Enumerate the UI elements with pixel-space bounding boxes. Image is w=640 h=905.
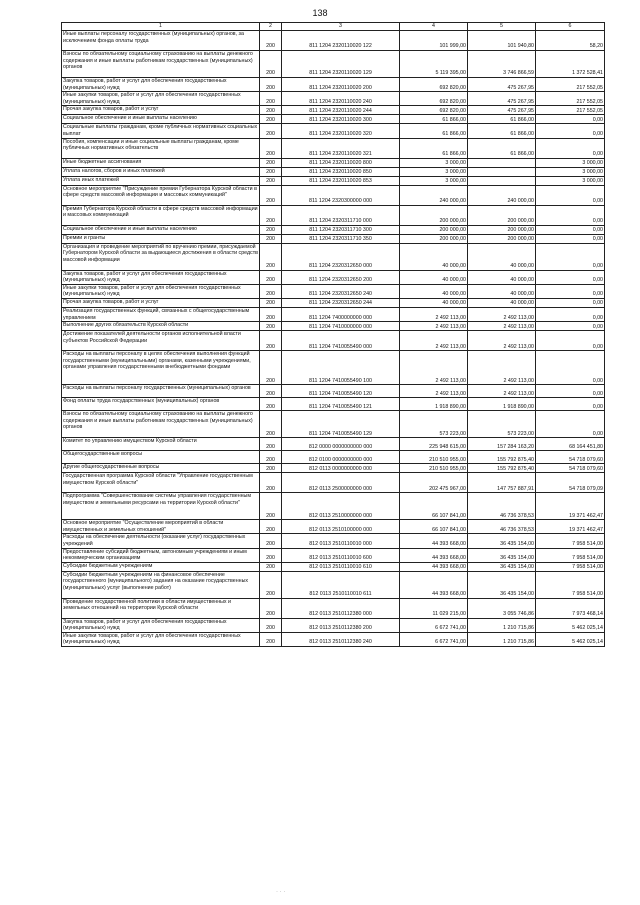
row-executed-cell: 155 792 875,40 <box>468 451 536 464</box>
row-approved-cell: 692 820,00 <box>400 92 468 106</box>
row-name-cell: Социальное обеспечение и иные выплаты населению <box>62 115 260 124</box>
row-budget-code-cell: 811 1204 7410055490 129 <box>282 411 400 438</box>
row-executed-cell: 2 492 113,00 <box>468 307 536 321</box>
row-executed-cell: 573 223,00 <box>468 411 536 438</box>
row-remaining-cell: 7 958 514,00 <box>536 562 605 571</box>
table-row <box>62 124 605 138</box>
row-line-code-cell: 200 <box>260 331 282 351</box>
row-name-cell: Закупка товаров, работ и услуг для обеспечения государственных (муниципальных) нужд <box>62 618 260 632</box>
row-name-cell: Выполнение других обязательств Курской области <box>62 322 260 331</box>
row-executed-cell: 2 492 113,00 <box>468 385 536 398</box>
row-approved-cell: 2 492 113,00 <box>400 351 468 385</box>
row-executed-cell: 61 866,00 <box>468 138 536 158</box>
row-line-code-cell: 200 <box>260 78 282 92</box>
row-budget-code-cell: 811 1204 2320110020 122 <box>282 31 400 51</box>
table-row <box>62 385 605 398</box>
row-budget-code-cell: 812 0100 0000000000 000 <box>282 451 400 464</box>
row-line-code-cell: 200 <box>260 167 282 176</box>
row-approved-cell: 66 107 841,00 <box>400 520 468 534</box>
row-budget-code-cell: 811 1204 2320110020 320 <box>282 124 400 138</box>
row-executed-cell: 147 757 887,91 <box>468 473 536 493</box>
row-remaining-cell: 5 462 025,14 <box>536 632 605 646</box>
table-row <box>62 185 605 205</box>
row-line-code-cell: 200 <box>260 176 282 185</box>
row-remaining-cell: 217 552,05 <box>536 106 605 115</box>
row-remaining-cell: 0,00 <box>536 398 605 411</box>
row-name-cell: Организация и проведение мероприятий по вручению премии, присуждаемой Губернатором Курской области за выдающиеся достижения в области средств массовой информации <box>62 243 260 270</box>
row-budget-code-cell: 812 0113 2510110010 610 <box>282 562 400 571</box>
row-line-code-cell: 200 <box>260 534 282 548</box>
row-remaining-cell: 7 958 514,00 <box>536 571 605 598</box>
row-line-code-cell: 200 <box>260 106 282 115</box>
page-number: 138 <box>312 8 328 18</box>
column-header: 6 <box>536 23 605 31</box>
row-budget-code-cell: 811 1204 2320110020 129 <box>282 51 400 78</box>
row-name-cell: Иные выплаты персоналу государственных (муниципальных) органов, за исключением фонда оплаты труда <box>62 31 260 51</box>
row-remaining-cell: 0,00 <box>536 115 605 124</box>
row-name-cell: Подпрограмма "Совершенствование системы управления государственным имуществом и земельными ресурсами на территории Курской области" <box>62 493 260 520</box>
table-row <box>62 520 605 534</box>
row-budget-code-cell: 811 1204 2320110020 321 <box>282 138 400 158</box>
row-budget-code-cell: 811 1204 2320311710 300 <box>282 225 400 234</box>
row-approved-cell: 202 475 967,00 <box>400 473 468 493</box>
row-executed-cell: 40 000,00 <box>468 243 536 270</box>
row-budget-code-cell: 811 1204 2320312650 200 <box>282 270 400 284</box>
row-name-cell: Закупка товаров, работ и услуг для обеспечения государственных (муниципальных) нужд <box>62 78 260 92</box>
row-approved-cell: 1 918 890,00 <box>400 398 468 411</box>
row-executed-cell <box>468 167 536 176</box>
column-header: 2 <box>260 23 282 31</box>
row-approved-cell: 692 820,00 <box>400 78 468 92</box>
row-remaining-cell: 0,00 <box>536 298 605 307</box>
row-budget-code-cell: 811 1204 7410055490 120 <box>282 385 400 398</box>
row-line-code-cell: 200 <box>260 225 282 234</box>
row-budget-code-cell: 812 0113 2510110010 000 <box>282 534 400 548</box>
row-name-cell: Реализация государственных функций, связанных с общегосударственным управлением <box>62 307 260 321</box>
table-row <box>62 473 605 493</box>
table-row <box>62 167 605 176</box>
row-budget-code-cell: 811 1204 2320300000 000 <box>282 185 400 205</box>
row-budget-code-cell: 811 1204 7410055490 000 <box>282 331 400 351</box>
row-budget-code-cell: 812 0113 2510112380 000 <box>282 598 400 618</box>
row-name-cell: Иные закупки товаров, работ и услуг для обеспечения государственных (муниципальных) нужд <box>62 632 260 646</box>
row-budget-code-cell: 811 1204 7410000000 000 <box>282 322 400 331</box>
row-line-code-cell: 200 <box>260 115 282 124</box>
row-budget-code-cell: 811 1204 7400000000 000 <box>282 307 400 321</box>
table-row <box>62 632 605 646</box>
table-row <box>62 138 605 158</box>
row-remaining-cell: 0,00 <box>536 185 605 205</box>
row-name-cell: Взносы по обязательному социальному страхованию на выплаты денежного содержания и иные выплаты работникам государственных (муниципальных) органов <box>62 411 260 438</box>
row-approved-cell: 210 510 955,00 <box>400 451 468 464</box>
row-approved-cell: 44 393 668,00 <box>400 534 468 548</box>
row-executed-cell: 475 267,95 <box>468 78 536 92</box>
table-header-row <box>62 23 605 31</box>
row-budget-code-cell: 812 0113 2510000000 000 <box>282 493 400 520</box>
row-name-cell: Иные закупки товаров, работ и услуг для обеспечения государственных (муниципальных) нужд <box>62 92 260 106</box>
row-approved-cell: 61 866,00 <box>400 124 468 138</box>
row-approved-cell: 692 820,00 <box>400 106 468 115</box>
row-line-code-cell: 200 <box>260 385 282 398</box>
table-row <box>62 205 605 225</box>
row-remaining-cell: 0,00 <box>536 270 605 284</box>
row-remaining-cell: 0,00 <box>536 225 605 234</box>
row-budget-code-cell: 811 1204 7410055490 100 <box>282 351 400 385</box>
row-name-cell: Общегосударственные вопросы <box>62 451 260 464</box>
table-row <box>62 106 605 115</box>
row-name-cell: Уплата налогов, сборов и иных платежей <box>62 167 260 176</box>
row-line-code-cell: 200 <box>260 632 282 646</box>
row-approved-cell: 3 000,00 <box>400 167 468 176</box>
table-row <box>62 78 605 92</box>
row-line-code-cell: 200 <box>260 51 282 78</box>
row-remaining-cell: 7 973 468,14 <box>536 598 605 618</box>
row-name-cell: Социальные выплаты гражданам, кроме публичных нормативных социальных выплат <box>62 124 260 138</box>
row-remaining-cell: 7 958 514,00 <box>536 534 605 548</box>
row-budget-code-cell: 812 0113 2510112380 200 <box>282 618 400 632</box>
row-remaining-cell: 58,20 <box>536 31 605 51</box>
row-name-cell: Прочая закупка товаров, работ и услуг <box>62 298 260 307</box>
row-approved-cell: 200 000,00 <box>400 205 468 225</box>
row-approved-cell: 11 029 215,00 <box>400 598 468 618</box>
row-executed-cell: 46 736 378,53 <box>468 520 536 534</box>
row-name-cell: Премия Губернатора Курской области в сфере средств массовой информации и массовых коммуникаций <box>62 205 260 225</box>
row-approved-cell: 5 119 395,00 <box>400 51 468 78</box>
budget-execution-table <box>61 22 605 647</box>
row-name-cell: Пособия, компенсации и иные социальные выплаты гражданам, кроме публичных нормативных обязательств <box>62 138 260 158</box>
row-name-cell: Расходы на выплаты персоналу государственных (муниципальных) органов <box>62 385 260 398</box>
row-line-code-cell: 200 <box>260 138 282 158</box>
row-name-cell: Премии и гранты <box>62 234 260 243</box>
row-executed-cell: 475 267,95 <box>468 106 536 115</box>
row-line-code-cell: 200 <box>260 598 282 618</box>
row-remaining-cell: 0,00 <box>536 205 605 225</box>
row-budget-code-cell: 812 0113 2510110010 611 <box>282 571 400 598</box>
row-budget-code-cell: 811 1204 2320110020 850 <box>282 167 400 176</box>
table-row <box>62 451 605 464</box>
table-row <box>62 243 605 270</box>
table-row <box>62 331 605 351</box>
row-budget-code-cell: 812 0113 2510110010 600 <box>282 548 400 562</box>
table-row <box>62 493 605 520</box>
row-approved-cell: 61 866,00 <box>400 138 468 158</box>
table-row <box>62 411 605 438</box>
row-budget-code-cell: 811 1204 2320110020 800 <box>282 158 400 167</box>
row-executed-cell: 40 000,00 <box>468 284 536 298</box>
row-remaining-cell: 0,00 <box>536 322 605 331</box>
row-executed-cell: 240 000,00 <box>468 185 536 205</box>
row-remaining-cell: 3 000,00 <box>536 176 605 185</box>
table-row <box>62 298 605 307</box>
row-executed-cell: 200 000,00 <box>468 225 536 234</box>
row-remaining-cell: 0,00 <box>536 351 605 385</box>
table-row <box>62 307 605 321</box>
row-remaining-cell: 217 552,05 <box>536 78 605 92</box>
row-remaining-cell: 54 718 079,60 <box>536 451 605 464</box>
row-name-cell: Иные закупки товаров, работ и услуг для обеспечения государственных (муниципальных) нужд <box>62 284 260 298</box>
row-approved-cell: 66 107 841,00 <box>400 493 468 520</box>
row-approved-cell: 40 000,00 <box>400 284 468 298</box>
table-row <box>62 398 605 411</box>
row-line-code-cell: 200 <box>260 398 282 411</box>
column-header: 1 <box>62 23 260 31</box>
row-remaining-cell: 1 372 528,41 <box>536 51 605 78</box>
row-name-cell: Расходы на выплаты персоналу в целях обеспечения выполнения функций государственными (муниципальными) органами, казенными учреждениями, органами управления государственными внебюджетными фондами <box>62 351 260 385</box>
table-row <box>62 351 605 385</box>
row-approved-cell: 44 393 668,00 <box>400 571 468 598</box>
row-budget-code-cell: 811 1204 2320110020 300 <box>282 115 400 124</box>
row-budget-code-cell: 811 1204 2320312650 240 <box>282 284 400 298</box>
row-line-code-cell: 200 <box>260 571 282 598</box>
row-budget-code-cell: 812 0113 2510112380 240 <box>282 632 400 646</box>
row-budget-code-cell: 811 1204 2320110020 853 <box>282 176 400 185</box>
row-executed-cell: 36 435 154,00 <box>468 548 536 562</box>
row-remaining-cell: 0,00 <box>536 138 605 158</box>
row-line-code-cell: 200 <box>260 322 282 331</box>
row-executed-cell: 157 284 163,20 <box>468 438 536 451</box>
row-budget-code-cell: 811 1204 2320110020 240 <box>282 92 400 106</box>
row-approved-cell: 101 999,00 <box>400 31 468 51</box>
table-row <box>62 322 605 331</box>
row-line-code-cell: 200 <box>260 548 282 562</box>
table-row <box>62 31 605 51</box>
row-executed-cell: 155 792 875,40 <box>468 464 536 473</box>
row-name-cell: Основное мероприятие "Присуждение премии Губернатора Курской области в сфере средств массовой информации и массовых коммуникаций" <box>62 185 260 205</box>
row-executed-cell <box>468 158 536 167</box>
table-row <box>62 438 605 451</box>
row-remaining-cell: 7 958 514,00 <box>536 548 605 562</box>
table-row <box>62 92 605 106</box>
row-line-code-cell: 200 <box>260 298 282 307</box>
row-line-code-cell: 200 <box>260 205 282 225</box>
row-remaining-cell: 0,00 <box>536 243 605 270</box>
row-remaining-cell: 5 462 025,14 <box>536 618 605 632</box>
row-approved-cell: 6 672 741,00 <box>400 618 468 632</box>
column-header: 4 <box>400 23 468 31</box>
column-header: 5 <box>468 23 536 31</box>
table-row <box>62 51 605 78</box>
row-approved-cell: 225 948 615,00 <box>400 438 468 451</box>
row-approved-cell: 2 492 113,00 <box>400 385 468 398</box>
row-remaining-cell: 54 718 079,09 <box>536 473 605 493</box>
table-row <box>62 534 605 548</box>
table-row <box>62 270 605 284</box>
row-approved-cell: 6 672 741,00 <box>400 632 468 646</box>
table-row <box>62 115 605 124</box>
row-line-code-cell: 200 <box>260 411 282 438</box>
row-name-cell: Фонд оплаты труда государственных (муниципальных) органов <box>62 398 260 411</box>
row-approved-cell: 2 492 113,00 <box>400 307 468 321</box>
row-remaining-cell: 54 718 079,60 <box>536 464 605 473</box>
row-name-cell: Уплата иных платежей <box>62 176 260 185</box>
row-executed-cell: 36 435 154,00 <box>468 534 536 548</box>
row-executed-cell: 200 000,00 <box>468 205 536 225</box>
table-row <box>62 176 605 185</box>
row-executed-cell: 40 000,00 <box>468 298 536 307</box>
row-executed-cell: 36 435 154,00 <box>468 571 536 598</box>
row-executed-cell: 1 918 890,00 <box>468 398 536 411</box>
row-name-cell: Другие общегосударственные вопросы <box>62 464 260 473</box>
row-name-cell: Комитет по управлению имуществом Курской области <box>62 438 260 451</box>
row-executed-cell: 61 866,00 <box>468 124 536 138</box>
row-approved-cell: 44 393 668,00 <box>400 562 468 571</box>
row-line-code-cell: 200 <box>260 234 282 243</box>
row-remaining-cell: 19 371 462,47 <box>536 520 605 534</box>
row-approved-cell: 200 000,00 <box>400 234 468 243</box>
row-budget-code-cell: 811 1204 2320311710 000 <box>282 205 400 225</box>
row-approved-cell: 200 000,00 <box>400 225 468 234</box>
row-approved-cell: 40 000,00 <box>400 298 468 307</box>
table-row <box>62 284 605 298</box>
row-budget-code-cell: 811 1204 2320312650 244 <box>282 298 400 307</box>
row-approved-cell: 40 000,00 <box>400 270 468 284</box>
row-line-code-cell: 200 <box>260 351 282 385</box>
row-approved-cell: 210 510 955,00 <box>400 464 468 473</box>
row-approved-cell: 3 000,00 <box>400 176 468 185</box>
row-line-code-cell: 200 <box>260 493 282 520</box>
row-budget-code-cell: 811 1204 2320110020 244 <box>282 106 400 115</box>
row-name-cell: Предоставление субсидий бюджетным, автономным учреждениям и иным некоммерческим организациям <box>62 548 260 562</box>
row-line-code-cell: 200 <box>260 124 282 138</box>
row-budget-code-cell: 812 0113 0000000000 000 <box>282 464 400 473</box>
row-executed-cell: 101 940,80 <box>468 31 536 51</box>
row-name-cell: Основное мероприятие "Осуществление мероприятий в области имущественных и земельных отношений" <box>62 520 260 534</box>
row-remaining-cell: 19 371 462,47 <box>536 493 605 520</box>
table-row <box>62 618 605 632</box>
row-line-code-cell: 200 <box>260 464 282 473</box>
row-budget-code-cell: 811 1204 7410055490 121 <box>282 398 400 411</box>
row-executed-cell: 2 492 113,00 <box>468 322 536 331</box>
row-remaining-cell: 0,00 <box>536 284 605 298</box>
row-line-code-cell: 200 <box>260 185 282 205</box>
row-name-cell: Взносы по обязательному социальному страхованию на выплаты денежного содержания и иные выплаты работникам государственных (муниципальных) органов <box>62 51 260 78</box>
row-budget-code-cell: 811 1204 2320312650 000 <box>282 243 400 270</box>
row-remaining-cell: 0,00 <box>536 234 605 243</box>
row-line-code-cell: 200 <box>260 438 282 451</box>
row-budget-code-cell: 812 0113 2510100000 000 <box>282 520 400 534</box>
row-line-code-cell: 200 <box>260 562 282 571</box>
row-name-cell: Субсидии бюджетным учреждениям на финансовое обеспечение государственного (муниципального) задания на оказание государственных (муниципальных) услуг (выполнение работ) <box>62 571 260 598</box>
row-executed-cell: 3 055 746,86 <box>468 598 536 618</box>
row-name-cell: Расходы на обеспечение деятельности (оказание услуг) государственных учреждений <box>62 534 260 548</box>
row-line-code-cell: 200 <box>260 270 282 284</box>
table-row <box>62 571 605 598</box>
row-remaining-cell: 68 164 451,80 <box>536 438 605 451</box>
row-budget-code-cell: 812 0113 2500000000 000 <box>282 473 400 493</box>
row-executed-cell: 2 492 113,00 <box>468 351 536 385</box>
row-line-code-cell: 200 <box>260 618 282 632</box>
row-budget-code-cell: 812 0000 0000000000 000 <box>282 438 400 451</box>
row-name-cell: Государственная программа Курской области "Управление государственным имуществом Курской области" <box>62 473 260 493</box>
table-row <box>62 548 605 562</box>
row-line-code-cell: 200 <box>260 451 282 464</box>
row-remaining-cell: 0,00 <box>536 411 605 438</box>
row-executed-cell: 1 210 715,86 <box>468 632 536 646</box>
table-row <box>62 234 605 243</box>
table-row <box>62 464 605 473</box>
row-executed-cell: 46 736 378,53 <box>468 493 536 520</box>
row-approved-cell: 44 393 668,00 <box>400 548 468 562</box>
row-approved-cell: 573 223,00 <box>400 411 468 438</box>
table-row <box>62 225 605 234</box>
scan-artifact: · · · <box>276 889 286 895</box>
row-approved-cell: 2 492 113,00 <box>400 331 468 351</box>
row-remaining-cell: 3 000,00 <box>536 158 605 167</box>
row-executed-cell: 36 435 154,00 <box>468 562 536 571</box>
row-name-cell: Закупка товаров, работ и услуг для обеспечения государственных (муниципальных) нужд <box>62 270 260 284</box>
row-remaining-cell: 0,00 <box>536 124 605 138</box>
row-approved-cell: 2 492 113,00 <box>400 322 468 331</box>
row-remaining-cell: 0,00 <box>536 331 605 351</box>
row-remaining-cell: 0,00 <box>536 385 605 398</box>
row-approved-cell: 240 000,00 <box>400 185 468 205</box>
row-budget-code-cell: 811 1204 2320110020 200 <box>282 78 400 92</box>
table-row <box>62 598 605 618</box>
row-remaining-cell: 217 552,05 <box>536 92 605 106</box>
row-executed-cell: 200 000,00 <box>468 234 536 243</box>
row-line-code-cell: 200 <box>260 31 282 51</box>
row-line-code-cell: 200 <box>260 92 282 106</box>
row-approved-cell: 61 866,00 <box>400 115 468 124</box>
row-line-code-cell: 200 <box>260 158 282 167</box>
table-row <box>62 158 605 167</box>
row-line-code-cell: 200 <box>260 243 282 270</box>
row-name-cell: Проведение государственной политики в области имущественных и земельных отношений на территории Курской области <box>62 598 260 618</box>
column-header: 3 <box>282 23 400 31</box>
row-line-code-cell: 200 <box>260 284 282 298</box>
row-name-cell: Субсидии бюджетным учреждениям <box>62 562 260 571</box>
row-executed-cell: 1 210 715,86 <box>468 618 536 632</box>
row-executed-cell: 2 492 113,00 <box>468 331 536 351</box>
row-executed-cell: 475 267,95 <box>468 92 536 106</box>
row-budget-code-cell: 811 1204 2320311710 350 <box>282 234 400 243</box>
row-line-code-cell: 200 <box>260 520 282 534</box>
row-approved-cell: 3 000,00 <box>400 158 468 167</box>
row-name-cell: Прочая закупка товаров, работ и услуг <box>62 106 260 115</box>
row-remaining-cell: 3 000,00 <box>536 167 605 176</box>
row-executed-cell <box>468 176 536 185</box>
row-remaining-cell: 0,00 <box>536 307 605 321</box>
row-executed-cell: 61 866,00 <box>468 115 536 124</box>
table-row <box>62 562 605 571</box>
row-approved-cell: 40 000,00 <box>400 243 468 270</box>
row-name-cell: Достижение показателей деятельности органов исполнительной власти субъектов Российской Федерации <box>62 331 260 351</box>
row-executed-cell: 3 746 866,59 <box>468 51 536 78</box>
row-executed-cell: 40 000,00 <box>468 270 536 284</box>
row-name-cell: Иные бюджетные ассигнования <box>62 158 260 167</box>
row-line-code-cell: 200 <box>260 307 282 321</box>
row-line-code-cell: 200 <box>260 473 282 493</box>
row-name-cell: Социальное обеспечение и иные выплаты населению <box>62 225 260 234</box>
